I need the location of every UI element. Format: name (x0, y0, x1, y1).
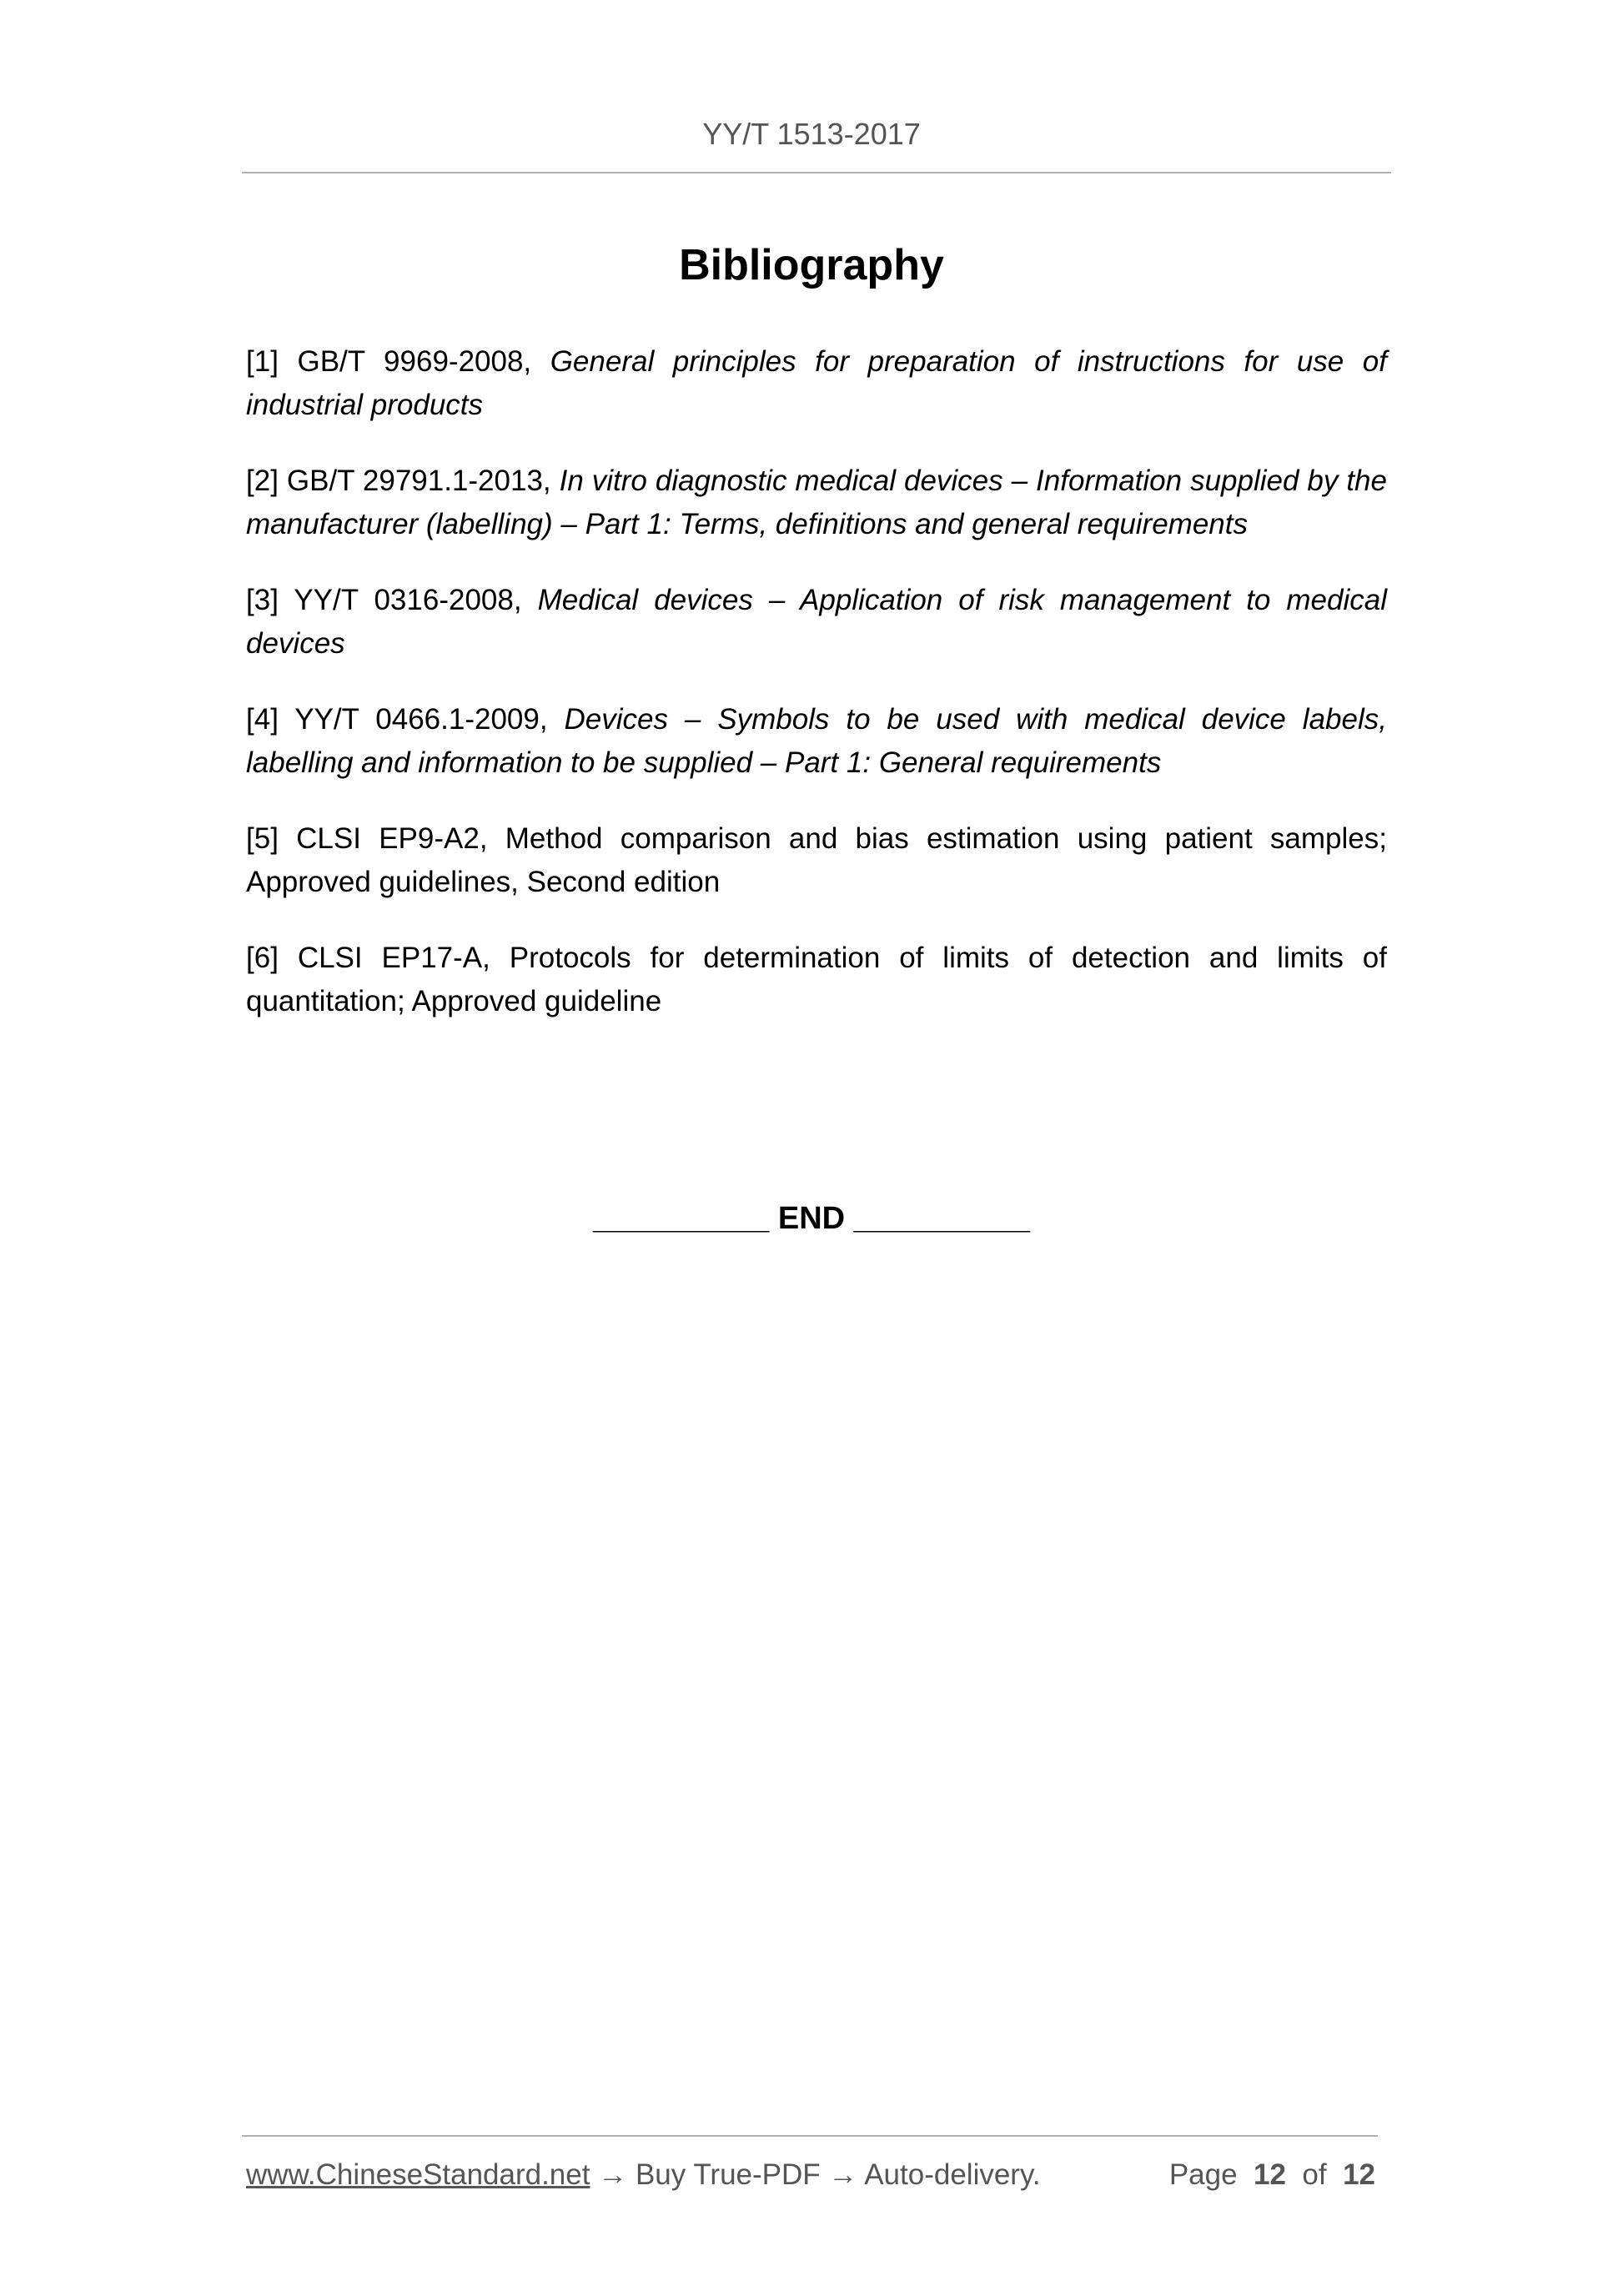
footer-promo (246, 2158, 1041, 2192)
buy-text: Buy True-PDF (635, 2158, 821, 2191)
reference-title: In vitro diagnostic medical devices – Information supplied by the manufacturer (labelling) – Part 1: Terms, definitions and general requirements (246, 465, 1387, 540)
reference-item (246, 579, 1387, 666)
end-label: END (777, 1201, 846, 1236)
page-indicator (1169, 2158, 1375, 2192)
reference-code: YY/T 0316-2008, (294, 584, 522, 616)
reference-item (246, 460, 1387, 546)
reference-title: Medical devices – Application of risk management to medical devices (246, 584, 1387, 660)
reference-number: [3] (246, 584, 279, 616)
site-link[interactable]: www.ChineseStandard.net (246, 2158, 590, 2191)
arrow-right-icon: → (828, 2158, 858, 2191)
reference-description: Method comparison and bias estimation using patient samples; Approved guidelines, Second edition (246, 822, 1387, 898)
page-current: 12 (1254, 2158, 1286, 2191)
delivery-text: Auto-delivery. (864, 2158, 1041, 2191)
reference-number: [4] (246, 703, 279, 736)
reference-code: YY/T 0466.1-2009, (294, 703, 548, 736)
reference-title: Devices – Symbols to be used with medical device labels, labelling and information to be supplied – Part 1: General requirements (246, 703, 1387, 779)
reference-number: [6] (246, 942, 279, 974)
page-title: Bibliography (679, 241, 944, 289)
bibliography-list (246, 340, 1387, 1056)
reference-code: CLSI EP9-A2, (296, 822, 488, 855)
reference-code: GB/T 9969-2008, (297, 345, 532, 378)
reference-description: Protocols for determination of limits of detection and limits of quantitation; Approved guideline (246, 942, 1387, 1017)
reference-code: GB/T 29791.1-2013, (286, 465, 551, 497)
footer-divider (242, 2135, 1378, 2137)
end-right-rule: __________ (853, 1201, 1031, 1236)
reference-item (246, 817, 1387, 904)
end-marker (0, 1201, 1623, 1237)
reference-title: General principles for preparation of instructions for use of industrial products (246, 345, 1387, 421)
page-total: 12 (1343, 2158, 1375, 2191)
header-standard-code: YY/T 1513-2017 (702, 117, 921, 151)
page-label: Page (1168, 2158, 1238, 2191)
header-divider (242, 172, 1391, 173)
arrow-right-icon: → (598, 2158, 628, 2191)
reference-code: CLSI EP17-A, (297, 942, 490, 974)
reference-item (246, 340, 1387, 427)
reference-item (246, 937, 1387, 1023)
reference-item (246, 698, 1387, 785)
page-of: of (1302, 2158, 1327, 2191)
reference-number: [2] (246, 465, 279, 497)
end-left-rule: __________ (592, 1201, 770, 1236)
reference-number: [5] (246, 822, 279, 855)
reference-number: [1] (246, 345, 279, 378)
